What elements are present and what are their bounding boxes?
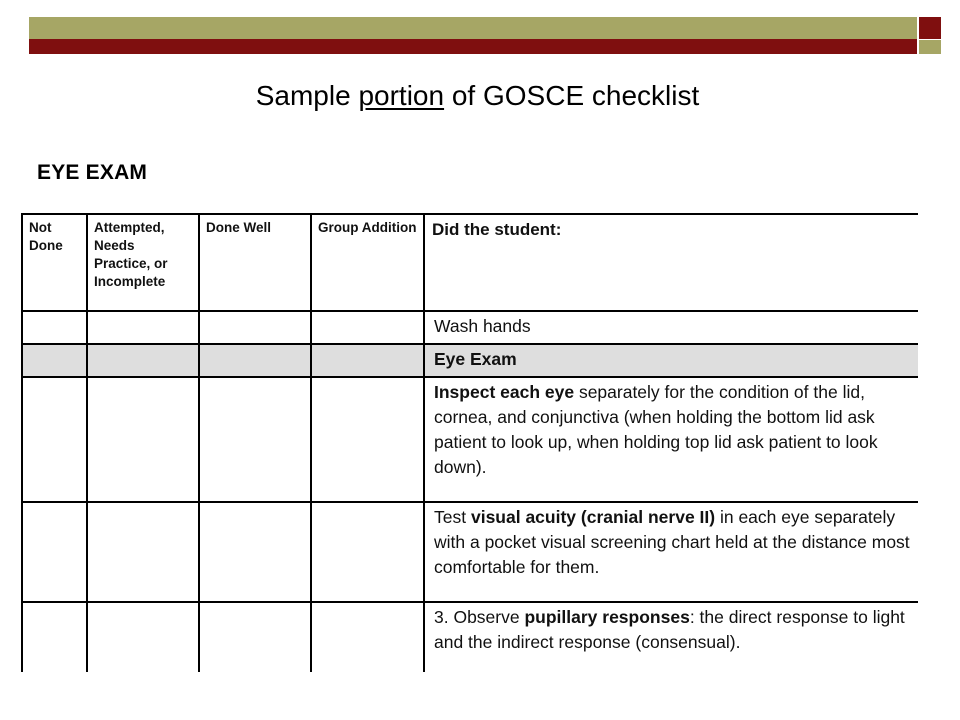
item-text: : the direct response to light and the indirect response (consensual).	[434, 607, 905, 652]
checkbox-cell-attempted[interactable]	[87, 602, 199, 672]
section-heading: EYE EXAM	[37, 161, 148, 184]
item-bold-text: visual acuity (cranial nerve II)	[470, 507, 716, 527]
item-bold-text: pupillary responses	[524, 607, 690, 627]
header-attempted: Attempted, Needs Practice, or Incomplete	[87, 214, 199, 311]
checkbox-cell-group-addition[interactable]	[311, 502, 424, 602]
header-done-well: Done Well	[199, 214, 311, 311]
checkbox-cell-group-addition[interactable]	[311, 602, 424, 672]
table-row	[22, 377, 918, 502]
item-bold-text: Inspect each eye	[434, 382, 575, 402]
checkbox-cell-attempted[interactable]	[87, 502, 199, 602]
header-square-olive	[919, 40, 941, 54]
section-cell	[22, 344, 87, 377]
checkbox-cell-done-well[interactable]	[199, 602, 311, 672]
title-part1: Sample	[255, 80, 351, 111]
section-cell	[87, 344, 199, 377]
item-description	[424, 344, 918, 377]
checkbox-cell-not-done[interactable]	[22, 311, 87, 344]
title-part2: of GOSCE checklist	[451, 80, 700, 111]
checkbox-cell-group-addition[interactable]	[311, 311, 424, 344]
slide-title	[0, 80, 955, 112]
section-cell	[311, 344, 424, 377]
table-row	[22, 502, 918, 602]
item-bold-text: Eye Exam	[434, 349, 517, 369]
header-bar-olive	[29, 17, 917, 39]
checkbox-cell-group-addition[interactable]	[311, 377, 424, 502]
item-text: 3. Observe	[434, 607, 525, 627]
checklist-table	[21, 213, 918, 672]
header-did-the-student: Did the student:	[424, 214, 918, 311]
checklist-table-wrap	[21, 213, 918, 672]
checkbox-cell-not-done[interactable]	[22, 502, 87, 602]
header-square-maroon	[919, 17, 941, 39]
title-underlined-word: portion	[358, 80, 445, 111]
checkbox-cell-done-well[interactable]	[199, 502, 311, 602]
header-row	[22, 214, 918, 311]
item-text: in each eye separately with a pocket visual screening chart held at the distance most comfortable for them.	[434, 507, 910, 577]
header-bar-maroon	[29, 39, 917, 54]
item-description	[424, 377, 918, 502]
checkbox-cell-done-well[interactable]	[199, 311, 311, 344]
item-text: separately for the condition of the lid, cornea, and conjunctiva (when holding the bottom lid ask patient to look up, when holding top lid ask patient to look down).	[434, 382, 878, 477]
checkbox-cell-attempted[interactable]	[87, 377, 199, 502]
checkbox-cell-attempted[interactable]	[87, 311, 199, 344]
section-cell	[199, 344, 311, 377]
header-group-addition: Group Addition	[311, 214, 424, 311]
item-description: Wash hands	[424, 311, 918, 344]
table-row	[22, 311, 918, 344]
table-section-row	[22, 344, 918, 377]
item-text: Test	[434, 507, 471, 527]
checkbox-cell-not-done[interactable]	[22, 377, 87, 502]
item-description	[424, 502, 918, 602]
table-row	[22, 602, 918, 672]
checkbox-cell-done-well[interactable]	[199, 377, 311, 502]
checkbox-cell-not-done[interactable]	[22, 602, 87, 672]
item-description	[424, 602, 918, 672]
header-not-done: Not Done	[22, 214, 87, 311]
